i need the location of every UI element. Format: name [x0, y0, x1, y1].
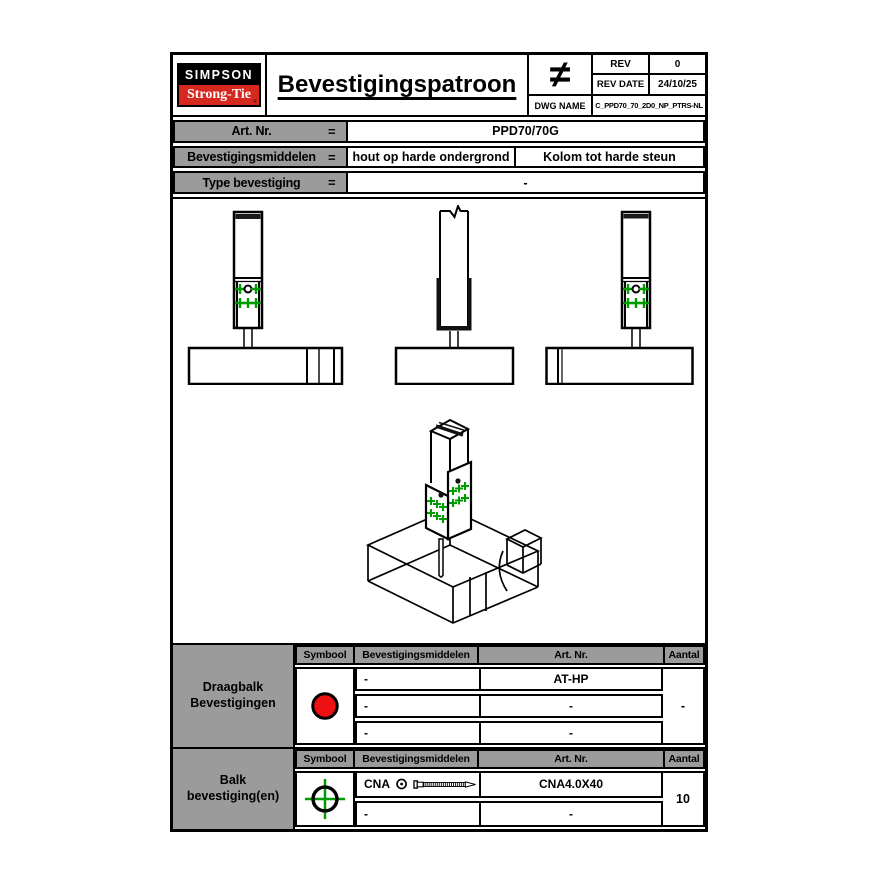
- col-header-art-nr: Art. Nr.: [477, 749, 665, 769]
- rev-date-label: REV DATE: [593, 75, 650, 96]
- logo-strongtie-text: Strong-Tie ®: [179, 85, 259, 105]
- aantal-cell: -: [663, 667, 705, 745]
- dwg-name-label: DWG NAME: [529, 96, 593, 115]
- post-base-side-view-drawing: [392, 205, 522, 385]
- red-circle-symbol-icon: [309, 690, 341, 722]
- middel-cell: -: [355, 801, 481, 828]
- drawing-sheet: [170, 52, 708, 832]
- rev-label: REV: [593, 55, 650, 75]
- col-header-art-nr: Art. Nr.: [477, 645, 665, 665]
- info-label: Type bevestiging =: [173, 171, 348, 194]
- part-info-table: [173, 117, 705, 199]
- table-header-row: [295, 645, 705, 665]
- art-nr-value: PPD70/70G: [348, 120, 705, 143]
- table-row: [355, 694, 663, 718]
- logo-cell: [173, 55, 267, 115]
- group-label-balk: Balk bevestiging(en): [173, 749, 295, 829]
- bevestigingsmiddelen-value-right: Kolom tot harde steun: [516, 146, 705, 169]
- post-base-front-view-drawing: [185, 205, 350, 385]
- art-nr-cell: AT-HP: [481, 667, 663, 691]
- info-label: Art. Nr. =: [173, 120, 348, 143]
- group-label-draagbalk: Draagbalk Bevestigingen: [173, 645, 295, 747]
- symbol-cell: [295, 667, 355, 745]
- post-base-isometric-view-drawing: [355, 415, 545, 635]
- art-nr-cell: -: [481, 694, 663, 718]
- middel-cell: -: [355, 667, 481, 691]
- art-nr-cell: -: [481, 721, 663, 745]
- aantal-cell: 10: [663, 771, 705, 827]
- post-base-back-view-drawing: [545, 205, 695, 385]
- ring-nail-side-view-icon: [413, 777, 479, 792]
- table-header-row: [295, 749, 705, 769]
- col-header-aantal: Aantal: [663, 749, 705, 769]
- table-row: [355, 771, 663, 798]
- simpson-strongtie-logo: [177, 63, 261, 107]
- table-row: [355, 801, 663, 828]
- sheet-title: Bevestigingspatroon: [267, 55, 529, 115]
- info-label: Bevestigingsmiddelen =: [173, 146, 348, 169]
- type-bevestiging-value: -: [348, 171, 705, 194]
- col-header-symbool: Symbool: [295, 749, 355, 769]
- bevestigingsmiddelen-value-left: hout op harde ondergrond: [348, 146, 516, 169]
- middel-cell: [355, 771, 481, 798]
- col-header-bevestigingsmiddelen: Bevestigingsmiddelen: [353, 645, 479, 665]
- info-row-type-bevestiging: [173, 171, 705, 194]
- title-block: [173, 55, 705, 117]
- col-header-aantal: Aantal: [663, 645, 705, 665]
- drawing-area: [173, 199, 705, 645]
- symbol-cell: [295, 771, 355, 827]
- rev-date-value: 24/10/25: [650, 75, 705, 96]
- art-nr-cell: -: [481, 801, 663, 828]
- col-header-bevestigingsmiddelen: Bevestigingsmiddelen: [353, 749, 479, 769]
- art-nr-cell: CNA4.0X40: [481, 771, 663, 798]
- nail-head-end-view-icon: [395, 777, 408, 791]
- table-row: [355, 667, 663, 691]
- middel-cell: -: [355, 694, 481, 718]
- middel-cell: -: [355, 721, 481, 745]
- rev-value: 0: [650, 55, 705, 75]
- draagbalk-fastener-table: [173, 645, 705, 749]
- col-header-symbool: Symbool: [295, 645, 355, 665]
- info-row-bevestigingsmiddelen: [173, 146, 705, 169]
- dwg-name-value: C_PPD70_70_2D0_NP_PTRS-NL: [595, 101, 703, 110]
- info-row-art-nr: [173, 120, 705, 143]
- not-equal-symbol-icon: ≠: [529, 55, 593, 96]
- table-row: [355, 721, 663, 745]
- registered-mark: ®: [253, 100, 257, 105]
- logo-simpson-text: SIMPSON: [179, 65, 259, 85]
- green-crosshair-symbol-icon: [303, 777, 347, 821]
- fastener-code: CNA: [364, 777, 390, 792]
- balk-fastener-table: [173, 749, 705, 829]
